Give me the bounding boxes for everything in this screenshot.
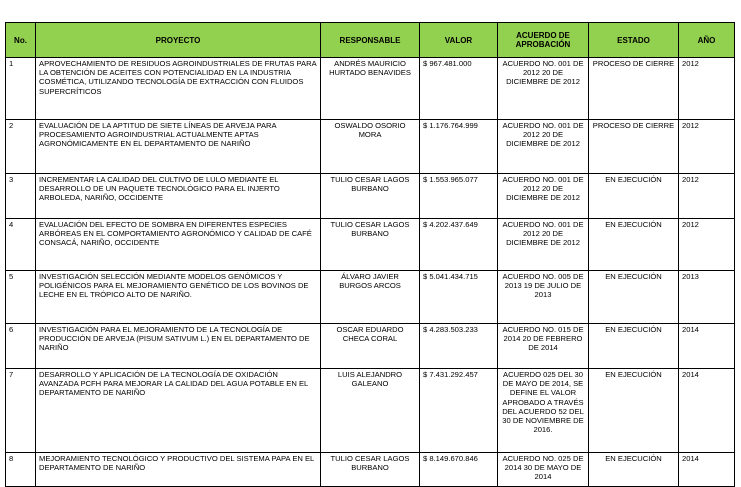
cell-responsable: TULIO CESAR LAGOS BURBANO — [321, 219, 420, 271]
cell-estado: EN EJECUCIÓN — [589, 219, 679, 271]
cell-acuerdo: ACUERDO NO. 001 DE 2012 20 DE DICIEMBRE DE 2012 — [498, 174, 589, 219]
cell-acuerdo: ACUERDO NO. 001 DE 2012 20 DE DICIEMBRE DE 2012 — [498, 120, 589, 174]
projects-table-container — [5, 22, 735, 487]
cell-no: 5 — [6, 271, 36, 324]
cell-estado: EN EJECUCIÓN — [589, 369, 679, 453]
cell-estado: PROCESO DE CIERRE — [589, 120, 679, 174]
cell-valor: $ 967.481.000 — [420, 58, 498, 120]
cell-responsable: LUIS ALEJANDRO GALEANO — [321, 369, 420, 453]
cell-proyecto: DESARROLLO Y APLICACIÓN DE LA TECNOLOGÍA DE OXIDACIÓN AVANZADA PCFH PARA MEJORAR LA CALIDAD DEL AGUA POTABLE EN EL DEPARTAMENTO DE NARIÑO — [36, 369, 321, 453]
cell-acuerdo: ACUERDO NO. 025 DE 2014 30 DE MAYO DE 2014 — [498, 453, 589, 487]
table-row — [6, 120, 735, 174]
cell-estado: PROCESO DE CIERRE — [589, 58, 679, 120]
cell-valor: $ 4.202.437.649 — [420, 219, 498, 271]
header-valor: VALOR — [420, 23, 498, 58]
cell-proyecto: INVESTIGACIÓN SELECCIÓN MEDIANTE MODELOS GENÓMICOS Y POLIGÉNICOS PARA EL MEJORAMIENTO GENÉTICO DE LOS BOVINOS DE LECHE EN EL TRÓPICO ALTO DE NARIÑO. — [36, 271, 321, 324]
cell-proyecto: MEJORAMIENTO TECNOLÓGICO Y PRODUCTIVO DEL SISTEMA PAPA EN EL DEPARTAMENTO DE NARIÑO — [36, 453, 321, 487]
cell-estado: EN EJECUCIÓN — [589, 271, 679, 324]
cell-anio: 2014 — [679, 453, 735, 487]
table-row — [6, 369, 735, 453]
cell-acuerdo: ACUERDO 025 DEL 30 DE MAYO DE 2014, SE DEFINE EL VALOR APROBADO A TRAVÉS DEL ACUERDO 52 DEL 30 DE NOVIEMBRE DE 2016. — [498, 369, 589, 453]
cell-responsable: OSCAR EDUARDO CHECA CORAL — [321, 324, 420, 369]
cell-anio: 2012 — [679, 120, 735, 174]
header-proyecto: PROYECTO — [36, 23, 321, 58]
cell-anio: 2012 — [679, 58, 735, 120]
table-row — [6, 58, 735, 120]
header-anio: AÑO — [679, 23, 735, 58]
header-responsable: RESPONSABLE — [321, 23, 420, 58]
cell-responsable: ANDRÉS MAURICIO HURTADO BENAVIDES — [321, 58, 420, 120]
cell-estado: EN EJECUCIÓN — [589, 453, 679, 487]
cell-proyecto: EVALUACIÓN DEL EFECTO DE SOMBRA EN DIFERENTES ESPECIES ARBÓREAS EN EL COMPORTAMIENTO AGRONÓMICO Y CALIDAD DE CAFÉ CONSACÁ, NARIÑO, OCCIDENTE — [36, 219, 321, 271]
header-no: No. — [6, 23, 36, 58]
cell-valor: $ 4.283.503.233 — [420, 324, 498, 369]
cell-responsable: TULIO CESAR LAGOS BURBANO — [321, 174, 420, 219]
cell-anio: 2012 — [679, 174, 735, 219]
cell-valor: $ 7.431.292.457 — [420, 369, 498, 453]
cell-proyecto: EVALUACIÓN DE LA APTITUD DE SIETE LÍNEAS DE ARVEJA PARA PROCESAMIENTO AGROINDUSTRIAL ACTUALMENTE APTAS AGRONÓMICAMENTE EN EL DEPARTAMENTO DE NARIÑO — [36, 120, 321, 174]
cell-estado: EN EJECUCIÓN — [589, 174, 679, 219]
cell-responsable: OSWALDO OSORIO MORA — [321, 120, 420, 174]
cell-responsable: TULIO CESAR LAGOS BURBANO — [321, 453, 420, 487]
cell-valor: $ 8.149.670.846 — [420, 453, 498, 487]
cell-no: 3 — [6, 174, 36, 219]
table-row — [6, 219, 735, 271]
cell-anio: 2013 — [679, 271, 735, 324]
cell-acuerdo: ACUERDO NO. 005 DE 2013 19 DE JULIO DE 2013 — [498, 271, 589, 324]
cell-valor: $ 5.041.434.715 — [420, 271, 498, 324]
cell-responsable: ÁLVARO JAVIER BURGOS ARCOS — [321, 271, 420, 324]
table-row — [6, 324, 735, 369]
table-row — [6, 453, 735, 487]
cell-no: 4 — [6, 219, 36, 271]
cell-no: 8 — [6, 453, 36, 487]
cell-no: 1 — [6, 58, 36, 120]
cell-proyecto: APROVECHAMIENTO DE RESIDUOS AGROINDUSTRIALES DE FRUTAS PARA LA OBTENCIÓN DE ACEITES CON POTENCIALIDAD EN LA INDUSTRIA COSMÉTICA, UTILIZANDO TECNOLOGÍA DE EXTRACCIÓN CON FLUIDOS SUPERCRÍTICOS — [36, 58, 321, 120]
header-row — [6, 23, 735, 58]
cell-valor: $ 1.176.764.999 — [420, 120, 498, 174]
header-estado: ESTADO — [589, 23, 679, 58]
cell-acuerdo: ACUERDO NO. 015 DE 2014 20 DE FEBRERO DE 2014 — [498, 324, 589, 369]
cell-proyecto: INCREMENTAR LA CALIDAD DEL CULTIVO DE LULO MEDIANTE EL DESARROLLO DE UN PAQUETE TECNOLÓGICO PARA EL INJERTO ARBOLEDA, NARIÑO, OCCIDENTE — [36, 174, 321, 219]
cell-proyecto: INVESTIGACIÓN PARA EL MEJORAMIENTO DE LA TECNOLOGÍA DE PRODUCCIÓN DE ARVEJA (PISUM SATIVUM L.) EN EL DEPARTAMENTO DE NARIÑO — [36, 324, 321, 369]
table-row — [6, 271, 735, 324]
cell-acuerdo: ACUERDO NO. 001 DE 2012 20 DE DICIEMBRE DE 2012 — [498, 219, 589, 271]
table-row — [6, 174, 735, 219]
cell-valor: $ 1.553.965.077 — [420, 174, 498, 219]
cell-anio: 2014 — [679, 324, 735, 369]
cell-anio: 2012 — [679, 219, 735, 271]
cell-anio: 2014 — [679, 369, 735, 453]
cell-no: 2 — [6, 120, 36, 174]
cell-acuerdo: ACUERDO NO. 001 DE 2012 20 DE DICIEMBRE DE 2012 — [498, 58, 589, 120]
cell-no: 7 — [6, 369, 36, 453]
projects-table — [5, 22, 735, 487]
header-acuerdo: ACUERDO DE APROBACIÓN — [498, 23, 589, 58]
cell-no: 6 — [6, 324, 36, 369]
cell-estado: EN EJECUCIÓN — [589, 324, 679, 369]
